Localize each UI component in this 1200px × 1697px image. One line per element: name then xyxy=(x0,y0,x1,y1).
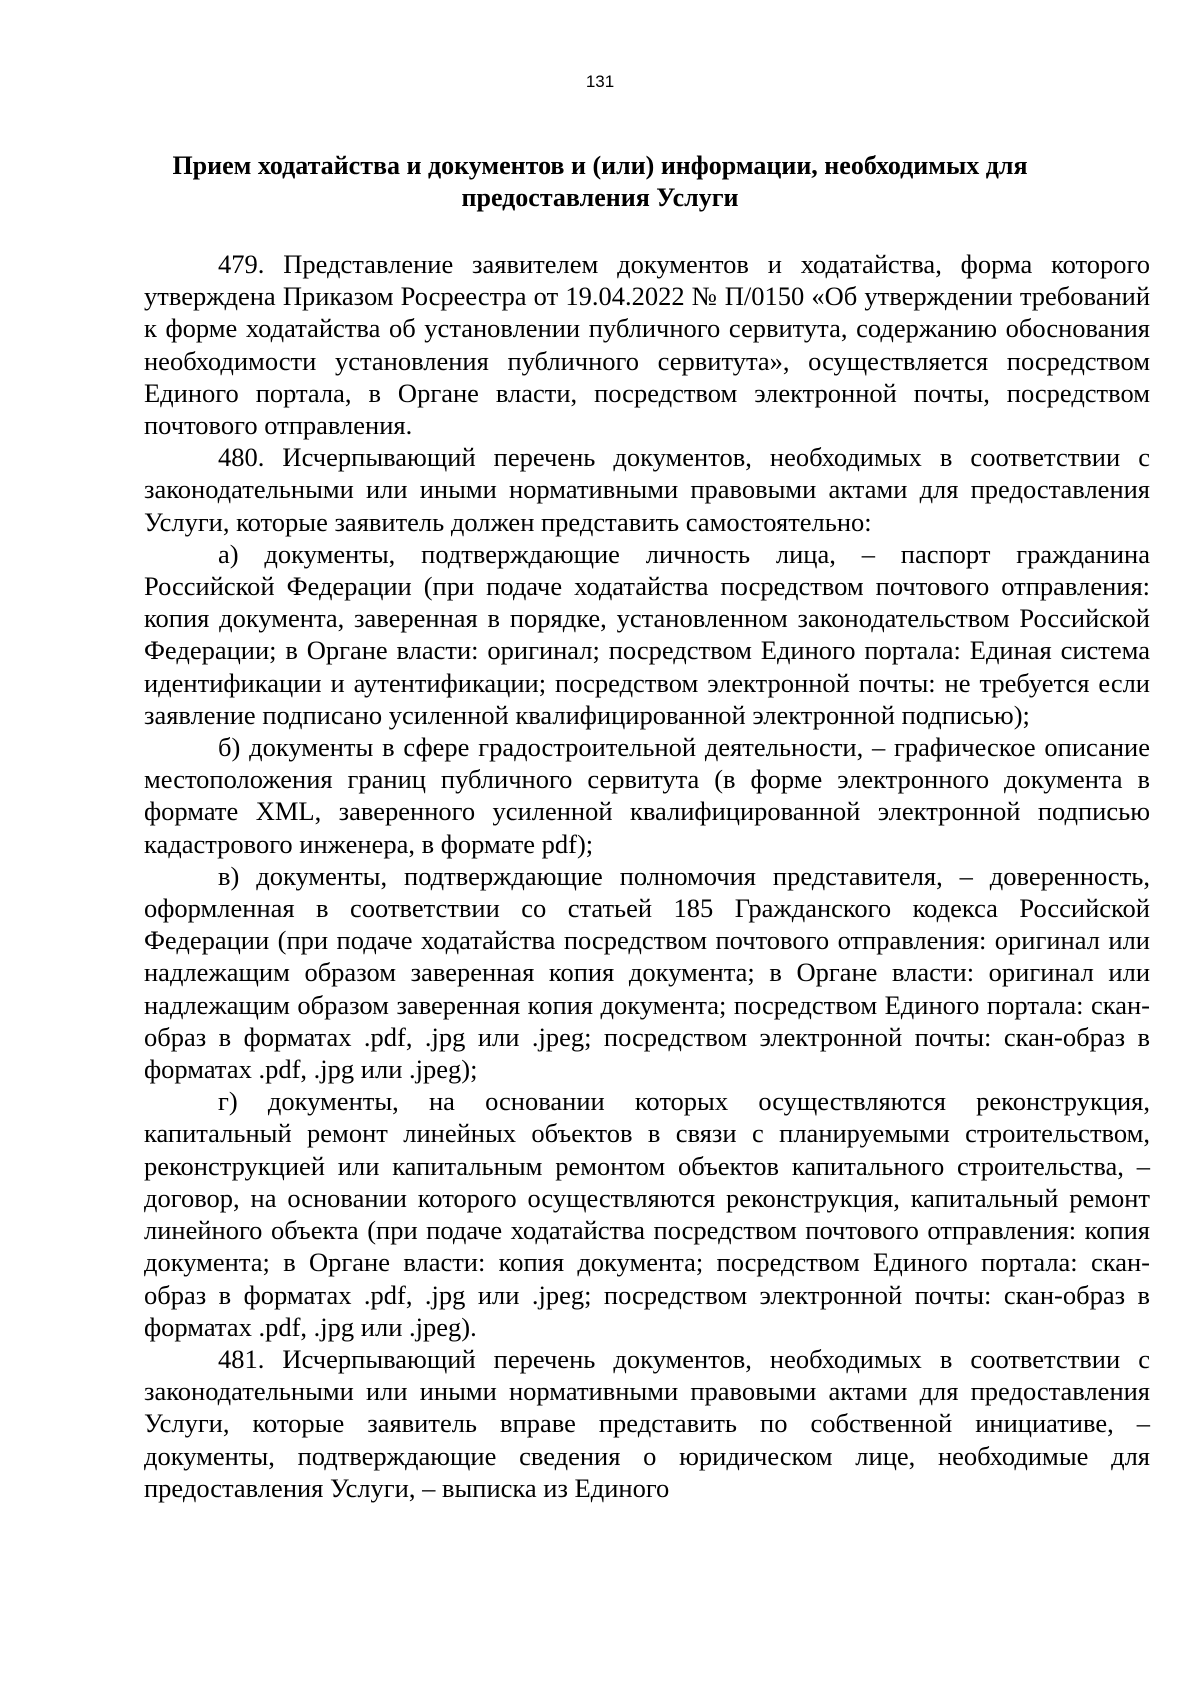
document-body xyxy=(144,248,1150,1504)
paragraph-481: 481. Исчерпывающий перечень документов, необходимых в соответствии с законодательными или иными нормативными правовыми актами для предоставления Услуги, которые заявитель вправе представить по собственной инициативе, – документы, подтверждающие сведения о юридическом лице, необходимые для предоставления Услуги, – выписка из Единого xyxy=(144,1343,1150,1503)
paragraph-480-v: в) документы, подтверждающие полномочия представителя, – доверенность, оформленная в соответствии со статьей 185 Гражданского кодекса Российской Федерации (при подаче ходатайства посредством почтового отправления: оригинал или надлежащим образом заверенная копия документа; в Органе власти: оригинал или надлежащим образом заверенная копия документа; посредством Единого портала: скан-образ в форматах .pdf, .jpg или .jpeg; посредством электронной почты: скан-образ в форматах .pdf, .jpg или .jpeg); xyxy=(144,860,1150,1085)
paragraph-480: 480. Исчерпывающий перечень документов, необходимых в соответствии с законодательными или иными нормативными правовыми актами для предоставления Услуги, которые заявитель должен представить самостоятельно: xyxy=(144,442,1150,537)
paragraph-480-g: г) документы, на основании которых осуществляются реконструкция, капитальный ремонт линейных объектов в связи с планируемыми строительством, реконструкцией или капитальным ремонтом объектов капитального строительства, – договор, на основании которого осуществляются реконструкция, капитальный ремонт линейного объекта (при подаче ходатайства посредством почтового отправления: копия документа; в Органе власти: копия документа; посредством Единого портала: скан-образ в форматах .pdf, .jpg или .jpeg; посредством электронной почты: скан-образ в форматах .pdf, .jpg или .jpeg). xyxy=(144,1086,1150,1342)
section-title: Прием ходатайства и документов и (или) информации, необходимых для предоставления Услуги xyxy=(172,151,1028,212)
paragraph-480-a: а) документы, подтверждающие личность лица, – паспорт гражданина Российской Федерации (при подаче ходатайства посредством почтового отправления: копия документа, заверенная в порядке, установленном законодательством Российской Федерации; в Органе власти: оригинал; посредством Единого портала: Единая система идентификации и аутентификации; посредством электронной почты: не требуется если заявление подписано усиленной квалифицированной электронной подписью); xyxy=(144,538,1150,730)
paragraph-479: 479. Представление заявителем документов и ходатайства, форма которого утверждена Приказом Росреестра от 19.04.2022 № П/0150 «Об утверждении требований к форме ходатайства об установлении публичного сервитута, содержанию обоснования необходимости установления публичного сервитута», осуществляется посредством Единого портала, в Органе власти, посредством электронной почты, посредством почтового отправления. xyxy=(144,249,1150,441)
page-number: 131 xyxy=(585,72,615,91)
paragraph-480-b: б) документы в сфере градостроительной деятельности, – графическое описание местоположения границ публичного сервитута (в форме электронного документа в формате XML, заверенного усиленной квалифицированной электронной подписью кадастрового инженера, в формате pdf); xyxy=(144,732,1150,859)
